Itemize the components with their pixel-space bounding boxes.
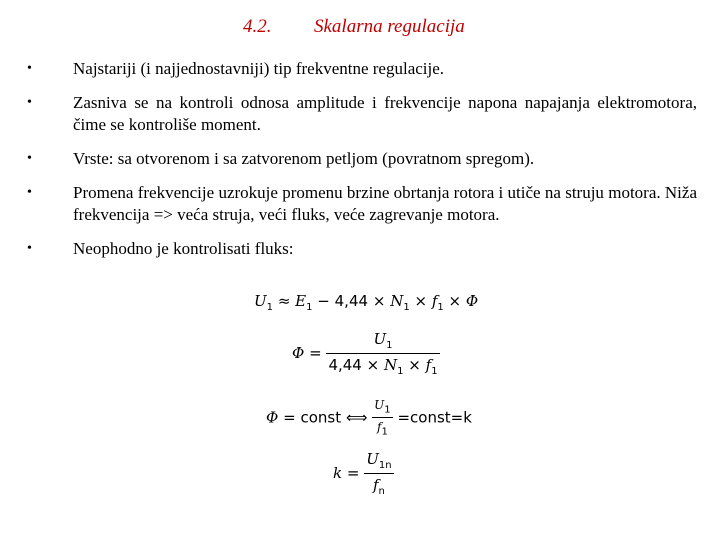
- heading-number: 4.2.: [243, 16, 272, 37]
- formula-k-ratio: k = $\frac{U_{1n}}{f_n}$: [333, 450, 392, 497]
- bullet-marker: •: [27, 185, 32, 200]
- fraction: $\frac{U_1}{f_1}$: [374, 398, 391, 438]
- formula-voltage-approx: $U_1 \approx E_1 - 4,44 \times N_1 \times f_1 \times \Phi$: [254, 292, 479, 313]
- fraction: $\frac{U_1}{4,44 \times N_1 \times f_1}$: [328, 330, 438, 377]
- bullet-text: Promena frekvencije uzrokuje promenu brzine obrtanja rotora i utiče na struju motora. Niža frekvencija => veća struja, veći fluks, veće zagrevanje motora.: [73, 183, 697, 224]
- bullet-marker: •: [27, 241, 32, 256]
- formula-flux: Φ = $\frac{U_1}{4,44 \times N_1 \times f_1}$: [292, 330, 438, 377]
- bullet-marker: •: [27, 61, 32, 76]
- formula-constant-flux: Φ = const ⟺ $\frac{U_1}{f_1}$ =const=k: [266, 398, 472, 438]
- bullet-marker: •: [27, 151, 32, 166]
- bullet-text: Zasniva se na kontroli odnosa amplitude i frekvencije napona napajanja elektromotora, čime se kontroliše moment.: [73, 93, 697, 134]
- bullet-text: Neophodno je kontrolisati fluks:: [73, 239, 294, 258]
- bullet-text: Najstariji (i najjednostavniji) tip frekventne regulacije.: [73, 59, 445, 78]
- fraction: $\frac{U_{1n}}{f_n}$: [366, 450, 392, 497]
- heading-title: Skalarna regulacija: [314, 16, 465, 37]
- bullet-marker: •: [27, 95, 32, 110]
- bullet-text: Vrste: sa otvorenom i sa zatvorenom petljom (povratnom spregom).: [73, 149, 535, 168]
